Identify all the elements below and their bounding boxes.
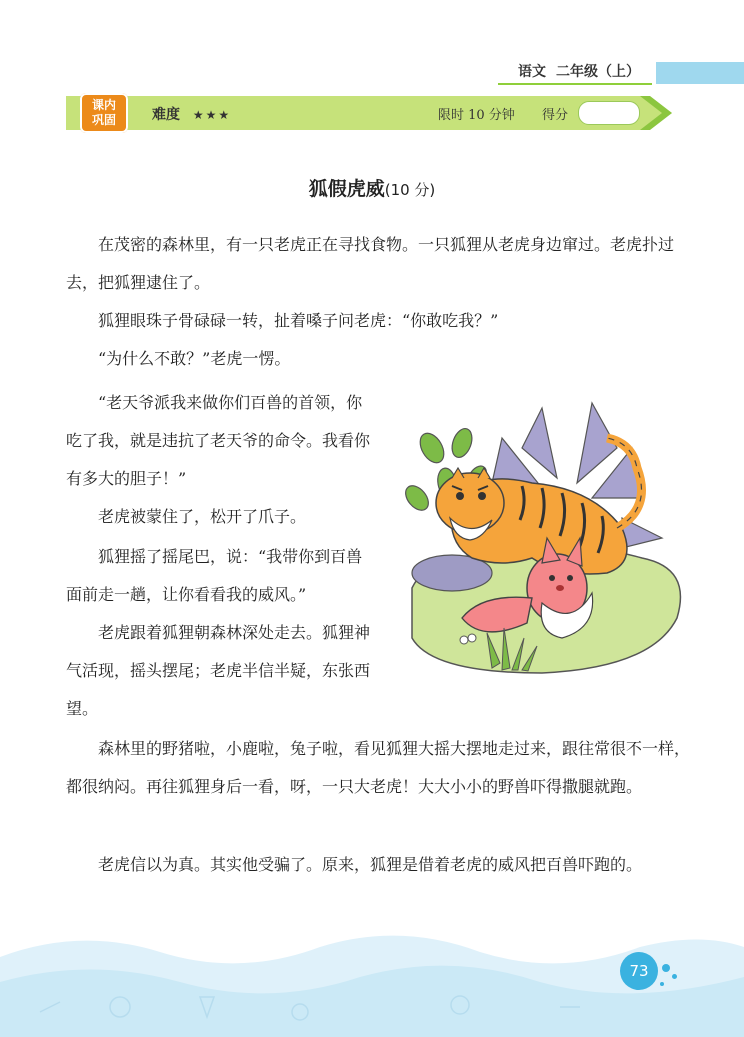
paragraph-7: 老虎跟着狐狸朝森林深处走去。狐狸神气活现，摇头摆尾；老虎半信半疑，东张西望。 [66,623,371,718]
paragraph-2: 狐狸眼珠子骨碌碌一转，扯着嗓子问老虎：“你敢吃我？” [98,311,499,330]
paragraph-3: “为什么不敢？”老虎一愣。 [98,349,291,368]
paragraph-5: 老虎被蒙住了，松开了爪子。 [98,507,307,526]
section-badge [80,93,128,133]
paragraph-1: 在茂密的森林里，有一只老虎正在寻找食物。一只狐狸从老虎身边窜过。老虎扑过去，把狐狸逮住了。 [66,235,675,292]
difficulty-label: 难度 [152,107,180,123]
title-text: 狐假虎威 [308,178,385,200]
tiger-fox-illustration [392,388,692,678]
badge-line2: 巩固 [91,113,116,127]
grade-label: 二年级（上） [556,64,640,80]
time-limit: 限时 10 分钟 [438,108,515,123]
paragraph-6: 狐狸摇了摇尾巴，说：“我带你到百兽面前走一趟，让你看看我的威风。” [66,547,363,604]
difficulty-stars: ★★★ [192,108,232,122]
header-tab [656,62,744,84]
paragraph-4: “老天爷派我来做你们百兽的首领，你吃了我，就是违抗了老天爷的命令。我看你有多大的胆子！” [66,393,371,488]
score-input-box[interactable] [578,101,640,125]
decor-dot [660,982,664,986]
score-label: 得分 [542,108,569,123]
paragraph-8: 森林里的野猪啦，小鹿啦，兔子啦，看见狐狸大摇大摆地走过来，跟往常很不一样，都很纳闷。再往狐狸身后一看，呀，一只大老虎！大大小小的野兽吓得撒腿就跑。 [66,739,691,796]
exercise-banner [66,96,672,130]
title-score: (10 分) [384,181,436,199]
grade-header [498,58,652,84]
badge-line1: 课内 [91,98,116,112]
page-number: 73 [620,952,658,990]
paragraph-9: 老虎信以为真。其实他受骗了。原来，狐狸是借着老虎的威风把百兽吓跑的。 [98,855,643,874]
difficulty [152,104,231,124]
subject-label: 语文 [518,64,546,80]
story-title [0,174,744,201]
header-underline [498,83,652,85]
decor-dot [672,974,677,979]
decor-dot [662,964,670,972]
